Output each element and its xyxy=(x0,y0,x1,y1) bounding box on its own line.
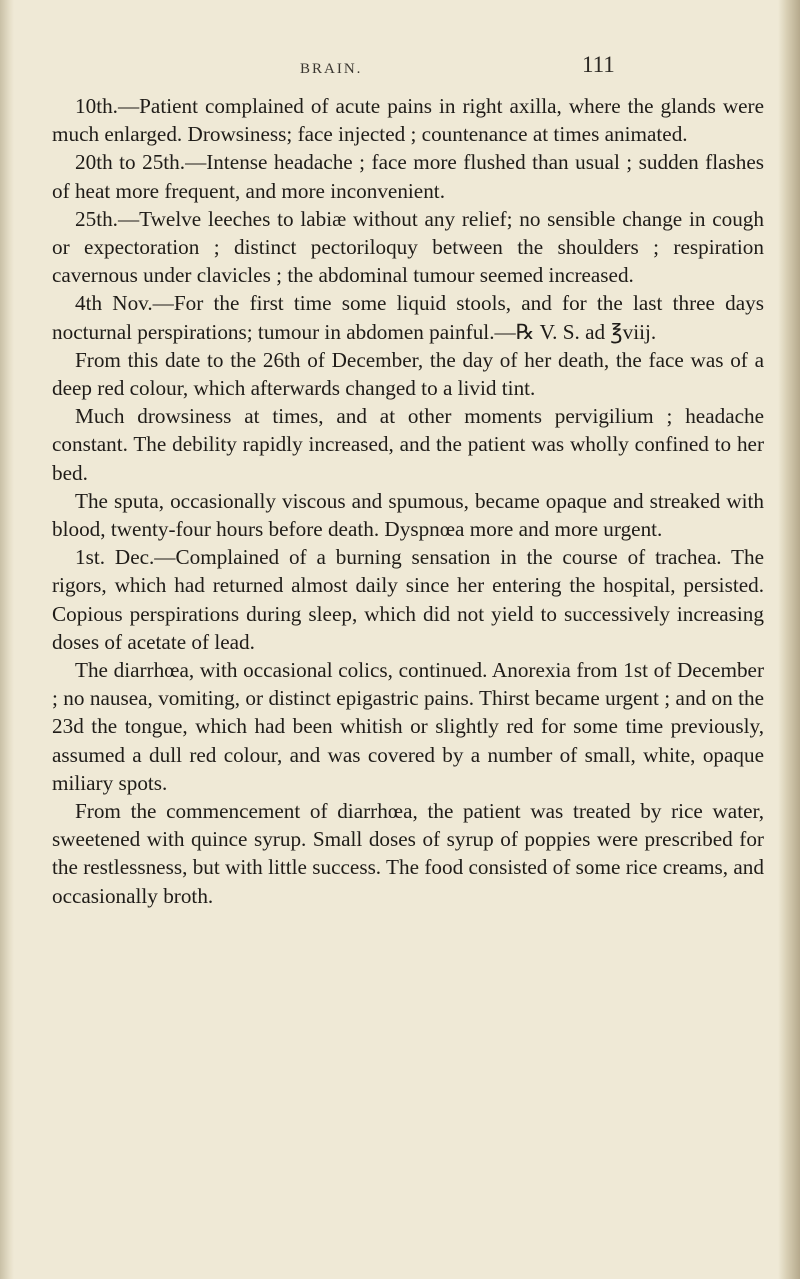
paragraph: 1st. Dec.—Complained of a burning sensation in the course of trachea. The rigors, which had returned almost daily since her entering the hospital, persisted. Copious perspirations during sleep, which did not yield to successively increasing doses of acetate of lead. xyxy=(52,545,764,654)
paragraph: 25th.—Twelve leeches to labiæ without any relief; no sensible change in cough or expectoration ; distinct pectoriloquy between the shoulders ; respiration cavernous under clavicles ; the abdominal tumour seemed increased. xyxy=(52,206,764,288)
page-number: 111 xyxy=(582,52,615,77)
book-page xyxy=(40,52,775,1238)
book-gutter-left xyxy=(0,0,14,1279)
paragraph: 4th Nov.—For the first time some liquid stools, and for the last three days nocturnal perspirations; tumour in abdomen painful.—℞ V. S. ad ℥viij. xyxy=(52,291,764,344)
paragraph: 20th to 25th.—Intense headache ; face more flushed than usual ; sudden flashes of heat more frequent, and more inconvenient. xyxy=(52,150,764,203)
running-title: BRAIN. xyxy=(300,61,363,77)
paragraph: From the commencement of diarrhœa, the patient was treated by rice water, sweetened with quince syrup. Small doses of syrup of poppies were prescribed for the restlessness, but with little success. The food consisted of some rice creams, and occasionally broth. xyxy=(52,799,764,908)
paragraph: Much drowsiness at times, and at other moments pervigilium ; headache constant. The debility rapidly increased, and the patient was wholly confined to her bed. xyxy=(52,404,764,485)
paragraph: From this date to the 26th of December, the day of her death, the face was of a deep red colour, which afterwards changed to a livid tint. xyxy=(52,347,764,401)
body-text xyxy=(52,92,764,910)
paragraph: The diarrhœa, with occasional colics, continued. Anorexia from 1st of December ; no nausea, vomiting, or distinct epigastric pains. Thirst became urgent ; and on the 23d the tongue, which had been whitish or slightly red for some time previously, assumed a dull red colour, and was covered by a number of small, white, opaque miliary spots. xyxy=(52,658,764,795)
paragraph: 10th.—Patient complained of acute pains in right axilla, where the glands were much enlarged. Drowsiness; face injected ; countenance at times animated. xyxy=(52,94,764,147)
book-edge-right xyxy=(778,0,800,1279)
paragraph: The sputa, occasionally viscous and spumous, became opaque and streaked with blood, twenty-four hours before death. Dyspnœa more and more urgent. xyxy=(52,488,764,542)
